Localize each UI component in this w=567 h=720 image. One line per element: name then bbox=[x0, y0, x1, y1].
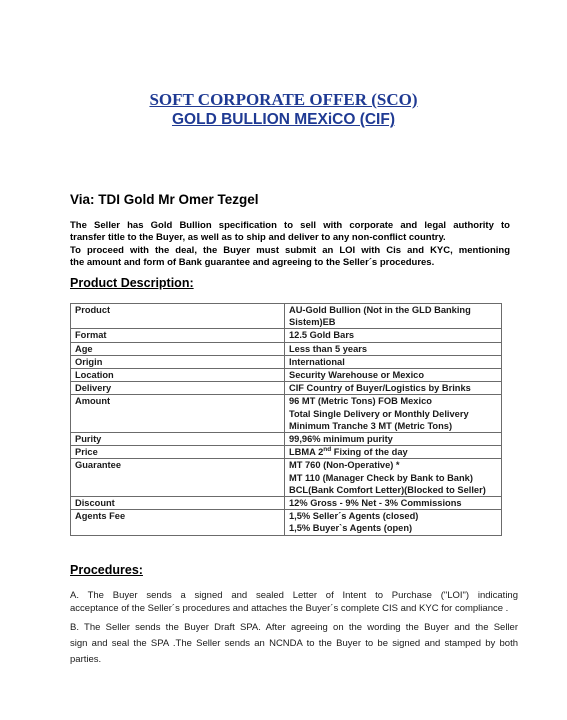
procedures-heading: Procedures: bbox=[70, 563, 143, 577]
table-row bbox=[71, 395, 502, 433]
spec-value bbox=[285, 459, 502, 497]
spec-value-line bbox=[289, 446, 497, 458]
price-ordinal: nd bbox=[323, 446, 332, 454]
spec-value bbox=[285, 446, 502, 459]
table-row bbox=[71, 497, 502, 510]
procedure-a bbox=[70, 590, 518, 615]
spec-key: Discount bbox=[71, 497, 285, 510]
spec-value bbox=[285, 433, 502, 446]
spec-value bbox=[285, 342, 502, 355]
document-title: SOFT CORPORATE OFFER (SCO) bbox=[149, 90, 418, 109]
document-subtitle: GOLD BULLION MEXiCO (CIF) bbox=[171, 111, 395, 128]
spec-key: Age bbox=[71, 342, 285, 355]
spec-key: Price bbox=[71, 446, 285, 459]
intro-line: the amount and form of Bank guarantee and agreeing to the Seller´s procedures. bbox=[70, 257, 435, 269]
spec-value-line: 12.5 Gold Bars bbox=[289, 330, 355, 341]
spec-value-line: MT 110 (Manager Check by Bank to Bank) bbox=[289, 472, 473, 483]
spec-value bbox=[285, 369, 502, 382]
spec-value bbox=[285, 355, 502, 368]
table-row bbox=[71, 342, 502, 355]
spec-key: Amount bbox=[71, 395, 285, 433]
product-spec-table bbox=[70, 303, 502, 536]
procedure-line: A. The Buyer sends a signed and sealed Letter of Intent to Purchase ("LOI") indicating bbox=[70, 590, 518, 601]
procedure-line: B. The Seller sends the Buyer Draft SPA. After agreeing on the wording the Buyer and the Seller bbox=[70, 622, 518, 633]
procedure-line: parties. bbox=[70, 654, 102, 665]
spec-value-line: BCL(Bank Comfort Letter)(Blocked to Seller) bbox=[289, 484, 486, 495]
via-line: Via: TDI Gold Mr Omer Tezgel bbox=[70, 192, 259, 207]
procedure-b bbox=[70, 620, 518, 668]
spec-value-line: 99,96% minimum purity bbox=[289, 434, 393, 445]
spec-value bbox=[285, 304, 502, 329]
spec-key: Location bbox=[71, 369, 285, 382]
table-row bbox=[71, 382, 502, 395]
spec-key: Guarantee bbox=[71, 459, 285, 497]
table-row bbox=[71, 510, 502, 535]
spec-value-line: 1,5% Seller´s Agents (closed) bbox=[289, 511, 419, 522]
spec-value-line: International bbox=[289, 356, 345, 367]
spec-value bbox=[285, 395, 502, 433]
intro-line: To proceed with the deal, the Buyer must submit an LOI with Cis and KYC, mentioning bbox=[70, 244, 510, 256]
intro-paragraph bbox=[70, 220, 510, 270]
spec-value-line: Total Single Delivery or Monthly Delivery bbox=[289, 408, 469, 419]
price-text: LBMA 2 bbox=[289, 447, 324, 458]
spec-key: Purity bbox=[71, 433, 285, 446]
spec-value-line: 12% Gross - 9% Net - 3% Commissions bbox=[289, 498, 462, 509]
procedure-line: acceptance of the Seller´s procedures and attaches the Buyer´s complete CIS and KYC for compliance . bbox=[70, 602, 509, 614]
intro-line: The Seller has Gold Bullion specification to sell with corporate and legal authority to bbox=[70, 220, 510, 231]
price-text-tail: Fixing of the day bbox=[331, 447, 408, 458]
table-row bbox=[71, 369, 502, 382]
table-row bbox=[71, 329, 502, 342]
spec-value-line: 1,5% Buyer`s Agents (open) bbox=[289, 523, 413, 534]
spec-key: Delivery bbox=[71, 382, 285, 395]
spec-key: Product bbox=[71, 304, 285, 329]
spec-value-line: AU-Gold Bullion (Not in the GLD Banking bbox=[289, 305, 471, 315]
table-row bbox=[71, 304, 502, 329]
spec-value bbox=[285, 497, 502, 510]
spec-value bbox=[285, 510, 502, 535]
spec-value-line: Security Warehouse or Mexico bbox=[289, 370, 425, 381]
spec-key: Agents Fee bbox=[71, 510, 285, 535]
spec-value-line: MT 760 (Non-Operative) * bbox=[289, 460, 400, 471]
spec-value-line: Minimum Tranche 3 MT (Metric Tons) bbox=[289, 420, 453, 431]
spec-value bbox=[285, 382, 502, 395]
spec-value-line: Less than 5 years bbox=[289, 343, 368, 354]
intro-line: transfer title to the Buyer, as well as to ship and deliver to any non-conflict country. bbox=[70, 232, 446, 244]
table-row bbox=[71, 355, 502, 368]
spec-key: Format bbox=[71, 329, 285, 342]
spec-value-line: CIF Country of Buyer/Logistics by Brinks bbox=[289, 383, 471, 394]
table-row bbox=[71, 446, 502, 459]
spec-value bbox=[285, 329, 502, 342]
spec-value-line: 96 MT (Metric Tons) FOB Mexico bbox=[289, 396, 432, 407]
spec-key: Origin bbox=[71, 355, 285, 368]
spec-value-line: Sistem)EB bbox=[289, 317, 336, 328]
procedure-line: sign and seal the SPA .The Seller sends an NCNDA to the Buyer to be signed and stamped by both bbox=[70, 638, 518, 649]
table-row bbox=[71, 459, 502, 497]
product-description-heading: Product Description: bbox=[70, 276, 194, 290]
table-row bbox=[71, 433, 502, 446]
